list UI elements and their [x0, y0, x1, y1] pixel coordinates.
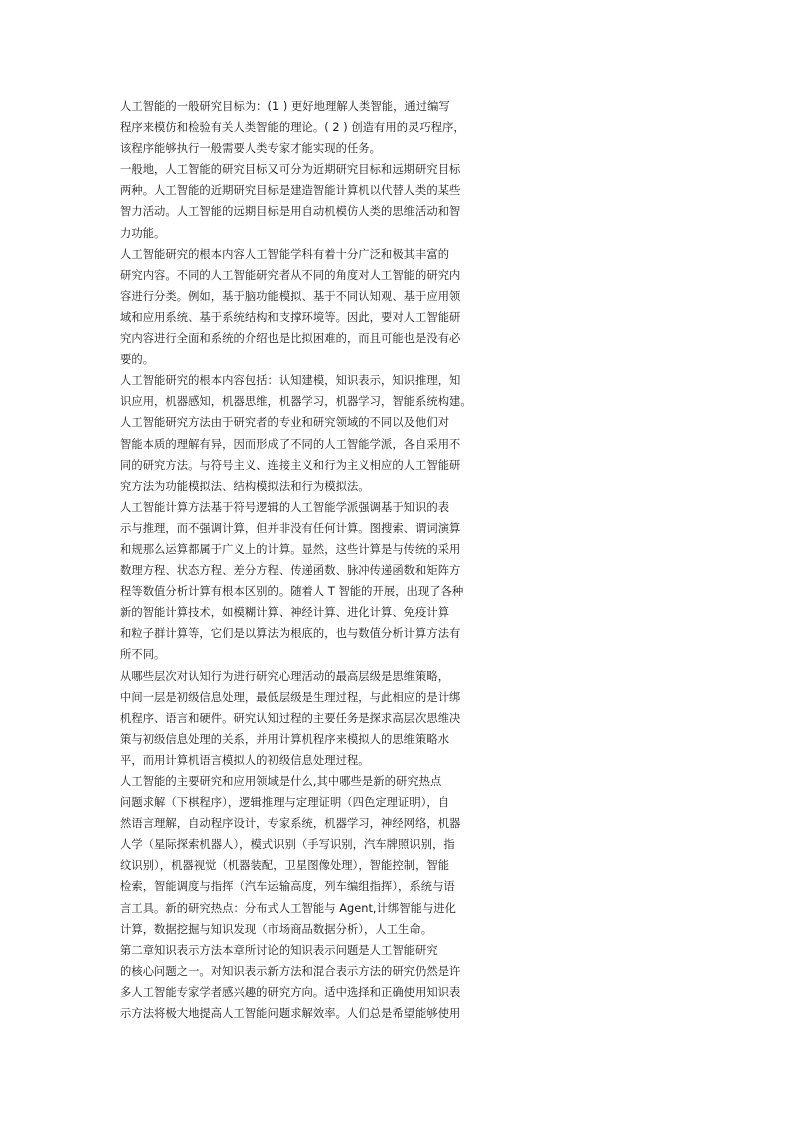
text-line: 究方法为功能模拟法、结构模拟法和行为模拟法。	[120, 479, 370, 493]
text-line: 程等数值分析计算有根本区别的。随着人 T 智能的开展，出现了各种	[120, 585, 464, 599]
text-line: 程序来模仿和检验有关人类智能的理论。( 2 ) 创造有用的灵巧程序，	[120, 121, 465, 135]
text-line: 该程序能够执行一般需要人类专家才能实现的任务。	[120, 142, 381, 156]
text-line: 机程序、语言和硬件。研究认知过程的主要任务是探求高层次思维决	[120, 711, 461, 725]
text-line: 第二章知识表示方法本章所讨论的知识表示问题是人工智能研究	[120, 943, 438, 957]
text-line: 所不同。	[120, 648, 166, 662]
text-line: 人学（星际探索机器人），模式识别（手写识别，汽车牌照识别，指	[120, 838, 455, 852]
text-line: 人工智能计算方法基于符号逻辑的人工智能学派强调基于知识的表	[120, 500, 450, 514]
text-line: 从哪些层次对认知行为进行研究心理活动的最高层级是思维策略，	[120, 669, 450, 683]
text-line: 和规那么运算都属于广义上的计算。显然，这些计算是与传统的采用	[120, 542, 461, 556]
text-line: 计算，数据挖掘与知识发现（市场商品数据分析），人工生命。	[120, 922, 433, 936]
text-line: 人工智能研究的根本内容人工智能学科有着十分广泛和极其丰富的	[120, 247, 450, 261]
text-line: 人工智能研究方法由于研究者的专业和研究领域的不同以及他们对	[120, 416, 450, 430]
text-line: 域和应用系统、基于系统结构和支撑环境等。因此，要对人工智能研	[120, 310, 461, 324]
text-line: 和粒子群计算等，它们是以算法为根底的，也与数值分析计算方法有	[120, 627, 461, 641]
text-line: 要的。	[120, 353, 155, 367]
text-line: 人工智能的主要研究和应用领域是什么,其中哪些是新的研究热点	[120, 775, 442, 788]
text-line: 多人工智能专家学者感兴趣的研究方向。适中选择和正确使用知识表	[120, 985, 461, 999]
text-line: 检索，智能调度与指挥（汽车运输高度，列车编组指挥），系统与语	[120, 880, 455, 894]
text-line: 容进行分类。例如，基于脑功能模拟、基于不同认知观、基于应用领	[120, 289, 461, 303]
text-line: 的核心问题之一。对知识表示新方法和混合表示方法的研究仍然是许	[120, 964, 461, 978]
text-line: 识应用，机器感知，机器思维，机器学习，机器学习，智能系统构建。	[120, 395, 472, 409]
text-line: 数理方程、状态方程、差分方程、传递函数、脉冲传递函数和矩阵方	[120, 564, 461, 578]
text-line: 人工智能的一般研究目标为：(1 ) 更好地理解人类智能，通过编写	[120, 100, 450, 113]
text-line: 然语言理解，自动程序设计，专家系统，机器学习，神经网络，机器	[120, 817, 461, 831]
text-line: 智力活动。人工智能的远期目标是用自动机模仿人类的思维活动和智	[120, 205, 461, 219]
text-line: 同的研究方法。与符号主义、连接主义和行为主义相应的人工智能研	[120, 458, 461, 472]
body-text	[120, 96, 490, 1024]
text-line: 中间一层是初级信息处理，最低层级是生理过程，与此相应的是计绑	[120, 690, 461, 704]
text-line: 问题求解（下棋程序），逻辑推理与定理证明（四色定理证明），自	[120, 796, 450, 810]
text-line: 示方法将极大地提高人工智能问题求解效率。人们总是希望能够使用	[120, 1007, 461, 1021]
text-line: 究内容进行全面和系统的介绍也是比拟困难的，而且可能也是没有必	[120, 332, 461, 346]
text-line: 新的智能计算技术，如模糊计算、神经计算、进化计算、免疫计算	[120, 606, 450, 620]
text-line: 智能本质的理解有异，因而形成了不同的人工智能学派，各自采用不	[120, 437, 461, 451]
text-line: 一般地，人工智能的研究目标又可分为近期研究目标和远期研究目标	[120, 163, 461, 177]
text-line: 言工具。新的研究热点：分布式人工智能与 Agent,计绑智能与进化	[120, 901, 456, 915]
text-line: 力功能。	[120, 226, 166, 240]
text-line: 两种。人工智能的近期研究目标是建造智能计算机以代替人类的某些	[120, 184, 461, 198]
text-line: 人工智能研究的根本内容包括：认知建模，知识表示，知识推理，知	[120, 374, 461, 388]
text-line: 研究内容。不同的人工智能研究者从不同的角度对人工智能的研究内	[120, 268, 461, 282]
text-line: 示与推理，而不强调计算，但并非没有任何计算。图搜索、谓词演算	[120, 521, 461, 535]
text-line: 策与初级信息处理的关系，并用计算机程序来模拟人的思维策略水	[120, 732, 450, 746]
text-line: 平，而用计算机语言模拟人的初级信息处理过程。	[120, 753, 370, 767]
text-line: 纹识别），机器视觉（机器装配，卫星图像处理），智能控制，智能	[120, 859, 450, 873]
